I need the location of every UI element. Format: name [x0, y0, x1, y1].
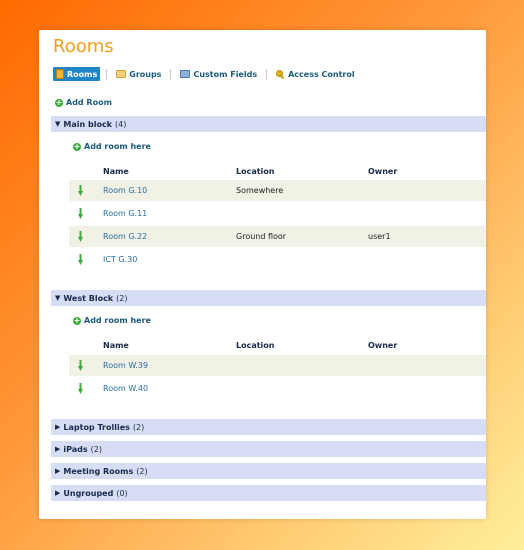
move-arrow-icon[interactable] — [78, 231, 83, 242]
group-count: (4) — [115, 119, 127, 129]
move-arrow-icon[interactable] — [78, 208, 83, 219]
move-arrow-icon[interactable] — [78, 185, 83, 196]
column-header-owner: Owner — [368, 341, 398, 350]
group-header-west-block[interactable] — [51, 290, 486, 306]
collapsed-triangle-icon: ▶ — [55, 445, 61, 453]
table-row — [69, 203, 486, 224]
group-count: (2) — [90, 444, 103, 454]
room-name-link[interactable]: Room W.39 — [103, 361, 149, 370]
room-name-link[interactable]: Room G.22 — [103, 232, 148, 241]
page-title: Rooms — [53, 36, 114, 57]
tab-label: Groups — [129, 69, 162, 79]
table-row — [69, 378, 486, 399]
tab-label: Rooms — [67, 69, 98, 79]
column-header-name: Name — [103, 341, 129, 350]
add-room-button[interactable] — [55, 98, 112, 107]
tab-label: Custom Fields — [193, 69, 258, 79]
group-count: (0) — [116, 488, 128, 498]
add-icon: + — [73, 315, 81, 325]
group-name: Main block — [63, 119, 112, 129]
move-arrow-icon[interactable] — [78, 383, 83, 394]
tab-separator — [106, 69, 107, 80]
column-header-location: Location — [236, 341, 275, 350]
group-header-ipads[interactable] — [51, 441, 486, 457]
column-header-location: Location — [236, 167, 275, 176]
tab-separator — [170, 69, 171, 80]
group-header-main-block[interactable] — [51, 116, 486, 132]
room-name-link[interactable]: ICT G.30 — [103, 255, 138, 264]
room-owner: user1 — [368, 232, 391, 241]
group-count: (2) — [116, 293, 128, 303]
expanded-triangle-icon: ▼ — [55, 120, 61, 128]
room-name-link[interactable]: Room W.40 — [103, 384, 149, 393]
room-name-link[interactable]: Room G.11 — [103, 209, 148, 218]
group-name: Meeting Rooms — [63, 466, 134, 476]
collapsed-triangle-icon: ▶ — [55, 467, 61, 475]
group-header-laptop-trollies[interactable] — [51, 419, 486, 435]
group-header-ungrouped[interactable] — [51, 485, 486, 501]
key-icon — [276, 70, 285, 79]
group-name: Laptop Trollies — [63, 422, 130, 432]
tab-separator — [266, 69, 267, 80]
table-row — [69, 249, 486, 270]
room-name-link[interactable]: Room G.10 — [103, 186, 148, 195]
rooms-panel — [39, 30, 486, 519]
tab-access-control[interactable] — [273, 67, 357, 81]
table-row — [69, 226, 486, 247]
add-room-here-button[interactable] — [73, 142, 151, 151]
room-location: Somewhere — [236, 186, 284, 195]
table-row — [69, 180, 486, 201]
tab-rooms[interactable] — [53, 67, 100, 81]
tab-label: Access Control — [288, 69, 355, 79]
move-arrow-icon[interactable] — [78, 360, 83, 371]
collapsed-triangle-icon: ▶ — [55, 489, 61, 497]
folder-icon — [116, 70, 126, 78]
group-header-meeting-rooms[interactable] — [51, 463, 486, 479]
group-name: Ungrouped — [63, 488, 114, 498]
add-icon: + — [55, 97, 63, 107]
tab-custom-fields[interactable] — [177, 67, 260, 81]
collapsed-triangle-icon: ▶ — [55, 423, 61, 431]
tab-groups[interactable] — [113, 67, 164, 81]
group-count: (2) — [132, 422, 145, 432]
room-location: Ground floor — [236, 232, 287, 241]
fields-icon — [180, 70, 190, 78]
expanded-triangle-icon: ▼ — [55, 294, 61, 302]
add-room-here-label: Add room here — [84, 142, 151, 151]
table-row — [69, 355, 486, 376]
add-room-here-button[interactable] — [73, 316, 151, 325]
add-icon: + — [73, 141, 81, 151]
group-name: West Block — [63, 293, 114, 303]
group-name: iPads — [63, 444, 88, 454]
rooms-icon — [56, 69, 64, 79]
column-header-name: Name — [103, 167, 129, 176]
column-header-owner: Owner — [368, 167, 398, 176]
group-count: (2) — [136, 466, 148, 476]
add-room-label: Add Room — [66, 98, 112, 107]
tab-bar — [53, 67, 358, 81]
add-room-here-label: Add room here — [84, 316, 151, 325]
move-arrow-icon[interactable] — [78, 254, 83, 265]
